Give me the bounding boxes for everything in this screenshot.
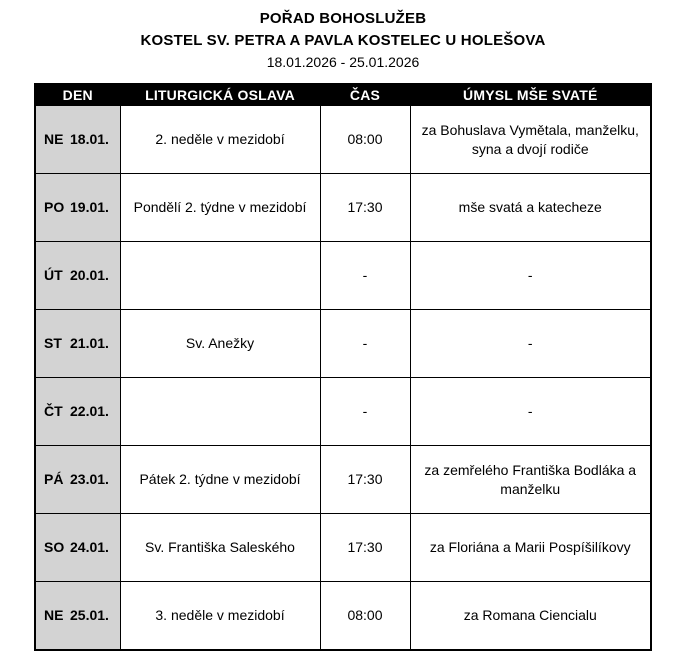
intention-cell: -: [410, 310, 651, 378]
celebration-cell: Pondělí 2. týdne v mezidobí: [120, 174, 320, 242]
day-abbr: ČT: [44, 403, 63, 420]
table-row: [35, 582, 651, 650]
schedule-table: [34, 83, 652, 651]
day-date: 18.01.: [70, 131, 109, 148]
celebration-cell: 3. neděle v mezidobí: [120, 582, 320, 650]
day-abbr: ST: [44, 335, 62, 352]
header-row: [35, 84, 651, 106]
day-cell: [35, 310, 120, 378]
day-abbr: SO: [44, 539, 65, 556]
table-row: [35, 514, 651, 582]
col-header-umysl: ÚMYSL MŠE SVATÉ: [410, 84, 651, 106]
col-header-liturgicka-oslava: LITURGICKÁ OSLAVA: [120, 84, 320, 106]
day-abbr: NE: [44, 131, 64, 148]
table-row: [35, 378, 651, 446]
day-date: 20.01.: [70, 267, 109, 284]
celebration-cell: Sv. Anežky: [120, 310, 320, 378]
time-cell: -: [320, 378, 410, 446]
intention-cell: za Romana Ciencialu: [410, 582, 651, 650]
intention-cell: -: [410, 242, 651, 310]
day-date: 24.01.: [70, 539, 109, 556]
day-cell: [35, 242, 120, 310]
time-cell: 08:00: [320, 582, 410, 650]
day-cell: [35, 378, 120, 446]
page-subtitle: KOSTEL SV. PETRA A PAVLA KOSTELEC U HOLEŠOVA: [140, 32, 546, 49]
page-title: POŘAD BOHOSLUŽEB: [259, 10, 427, 27]
day-cell: [35, 514, 120, 582]
document-header: [0, 10, 686, 70]
date-range: 18.01.2026 - 25.01.2026: [266, 54, 420, 70]
time-cell: -: [320, 310, 410, 378]
intention-cell: za Floriána a Marii Pospíšilíkovy: [410, 514, 651, 582]
celebration-cell: [120, 242, 320, 310]
time-cell: 17:30: [320, 446, 410, 514]
table-header: [35, 84, 651, 106]
day-date: 19.01.: [70, 199, 109, 216]
intention-cell: za Bohuslava Vymětala, manželku, syna a dvojí rodiče: [410, 106, 651, 174]
table-row: [35, 310, 651, 378]
intention-cell: za zemřelého Františka Bodláka a manželku: [410, 446, 651, 514]
celebration-cell: Sv. Františka Saleského: [120, 514, 320, 582]
day-date: 23.01.: [70, 471, 109, 488]
intention-cell: mše svatá a katecheze: [410, 174, 651, 242]
day-date: 21.01.: [70, 335, 109, 352]
time-cell: -: [320, 242, 410, 310]
table-row: [35, 446, 651, 514]
table-row: [35, 174, 651, 242]
col-header-den: DEN: [35, 84, 120, 106]
table-row: [35, 106, 651, 174]
time-cell: 17:30: [320, 514, 410, 582]
day-cell: [35, 446, 120, 514]
day-date: 25.01.: [70, 606, 109, 623]
celebration-cell: Pátek 2. týdne v mezidobí: [120, 446, 320, 514]
day-abbr: PO: [44, 199, 65, 216]
time-cell: 17:30: [320, 174, 410, 242]
celebration-cell: 2. neděle v mezidobí: [120, 106, 320, 174]
day-abbr: PÁ: [44, 471, 64, 488]
table-body: [35, 106, 651, 650]
celebration-cell: [120, 378, 320, 446]
day-date: 22.01.: [70, 403, 109, 420]
col-header-cas: ČAS: [320, 84, 410, 106]
day-cell: [35, 106, 120, 174]
time-cell: 08:00: [320, 106, 410, 174]
day-cell: [35, 582, 120, 650]
day-abbr: ÚT: [44, 267, 63, 284]
day-cell: [35, 174, 120, 242]
table-row: [35, 242, 651, 310]
intention-cell: -: [410, 378, 651, 446]
day-abbr: NE: [44, 606, 64, 623]
